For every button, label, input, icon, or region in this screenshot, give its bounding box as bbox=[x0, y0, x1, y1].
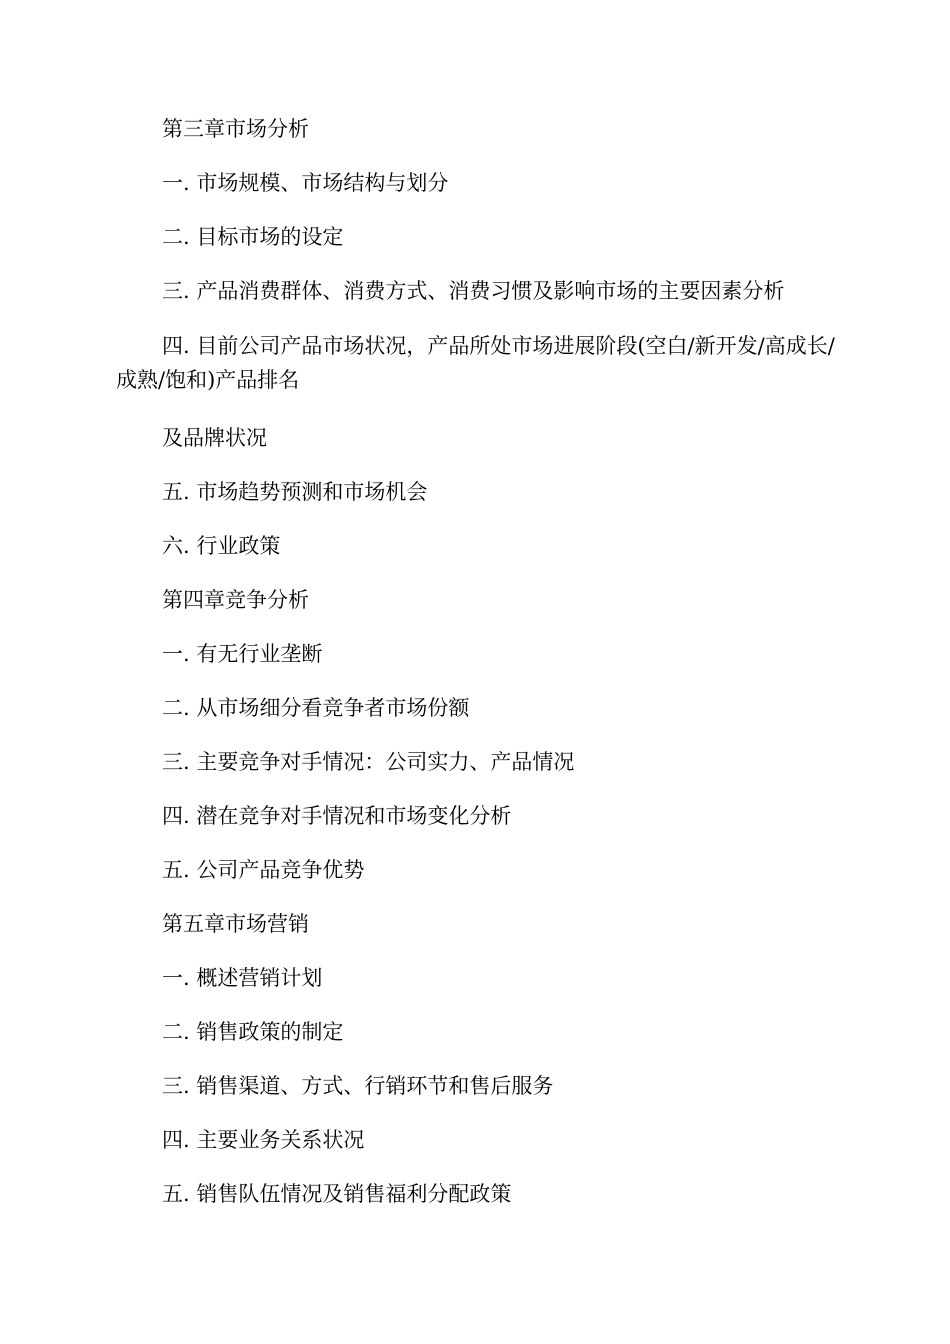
section-5-1: 一. 概述营销计划 bbox=[162, 966, 323, 990]
section-3-1: 一. 市场规模、市场结构与划分 bbox=[162, 171, 449, 195]
section-3-2: 二. 目标市场的设定 bbox=[162, 225, 344, 249]
chapter-4-heading: 第四章竞争分析 bbox=[162, 588, 309, 612]
section-3-6: 六. 行业政策 bbox=[162, 534, 281, 558]
section-4-2: 二. 从市场细分看竞争者市场份额 bbox=[162, 696, 470, 720]
section-3-5: 五. 市场趋势预测和市场机会 bbox=[162, 480, 428, 504]
section-3-4-continued: 及品牌状况 bbox=[162, 426, 267, 450]
section-5-5: 五. 销售队伍情况及销售福利分配政策 bbox=[162, 1182, 512, 1206]
section-4-3: 三. 主要竞争对手情况：公司实力、产品情况 bbox=[162, 750, 575, 774]
section-5-4: 四. 主要业务关系状况 bbox=[162, 1128, 365, 1152]
section-4-5: 五. 公司产品竞争优势 bbox=[162, 858, 365, 882]
section-5-2: 二. 销售政策的制定 bbox=[162, 1020, 344, 1044]
section-3-3: 三. 产品消费群体、消费方式、消费习惯及影响市场的主要因素分析 bbox=[162, 279, 785, 303]
section-5-3: 三. 销售渠道、方式、行销环节和售后服务 bbox=[162, 1074, 554, 1098]
chapter-3-heading: 第三章市场分析 bbox=[162, 117, 309, 141]
section-3-4: 四. 目前公司产品市场状况，产品所处市场进展阶段(空白/新开发/高成长/成熟/饱和)产品排名 bbox=[116, 334, 835, 392]
chapter-5-heading: 第五章市场营销 bbox=[162, 912, 309, 936]
section-4-4: 四. 潜在竞争对手情况和市场变化分析 bbox=[162, 804, 512, 828]
section-4-1: 一. 有无行业垄断 bbox=[162, 642, 323, 666]
